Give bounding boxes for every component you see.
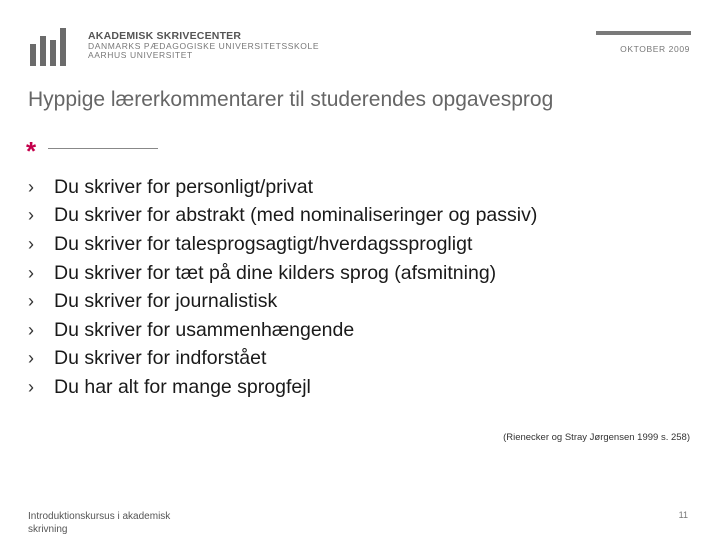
slide-date: OKTOBER 2009 bbox=[620, 44, 690, 54]
list-item-label: Du skriver for usammenhængende bbox=[54, 318, 355, 341]
list-item bbox=[28, 373, 537, 402]
list-item bbox=[28, 230, 537, 259]
list-item-label: Du skriver for tæt på dine kilders sprog (afsmitning) bbox=[54, 261, 497, 284]
header-rule bbox=[596, 31, 691, 35]
list-item-label: Du har alt for mange sprogfejl bbox=[54, 375, 311, 398]
chevron-right-icon: › bbox=[28, 319, 34, 340]
footer-text: Introduktionskursus i akademisk skrivning bbox=[28, 511, 171, 535]
list-item-label: Du skriver for abstrakt (med nominaliseringer og passiv) bbox=[54, 204, 538, 227]
institution-name: AKADEMISK SKRIVECENTER bbox=[88, 30, 242, 42]
slide-title: Hyppige lærerkommentarer til studerendes opgavesprog bbox=[28, 88, 554, 111]
institution-line-2: DANMARKS PÆDAGOGISKE UNIVERSITETSSKOLE bbox=[88, 41, 320, 52]
chevron-right-icon: › bbox=[28, 176, 34, 197]
bullet-list bbox=[28, 173, 537, 402]
list-item-label: Du skriver for talesprogsagtigt/hverdagssprogligt bbox=[54, 232, 473, 255]
list-item bbox=[28, 173, 537, 202]
asterisk-icon: * bbox=[26, 136, 37, 166]
title-rule bbox=[48, 148, 158, 149]
logo-icon bbox=[30, 28, 70, 66]
chevron-right-icon: › bbox=[28, 233, 34, 254]
institution-line-3: AARHUS UNIVERSITET bbox=[88, 49, 193, 60]
chevron-right-icon: › bbox=[28, 376, 34, 397]
list-item bbox=[28, 316, 537, 345]
list-item bbox=[28, 345, 537, 374]
list-item-label: Du skriver for personligt/privat bbox=[54, 175, 314, 198]
header bbox=[88, 31, 319, 60]
list-item bbox=[28, 259, 537, 288]
chevron-right-icon: › bbox=[28, 262, 34, 283]
chevron-right-icon: › bbox=[28, 205, 34, 226]
chevron-right-icon: › bbox=[28, 291, 34, 312]
page-number: 11 bbox=[678, 510, 688, 520]
list-item-label: Du skriver for journalistisk bbox=[54, 290, 278, 313]
chevron-right-icon: › bbox=[28, 348, 34, 369]
citation: (Rienecker og Stray Jørgensen 1999 s. 258) bbox=[503, 432, 690, 443]
list-item-label: Du skriver for indforstået bbox=[54, 347, 267, 370]
list-item bbox=[28, 287, 537, 316]
list-item bbox=[28, 202, 537, 231]
